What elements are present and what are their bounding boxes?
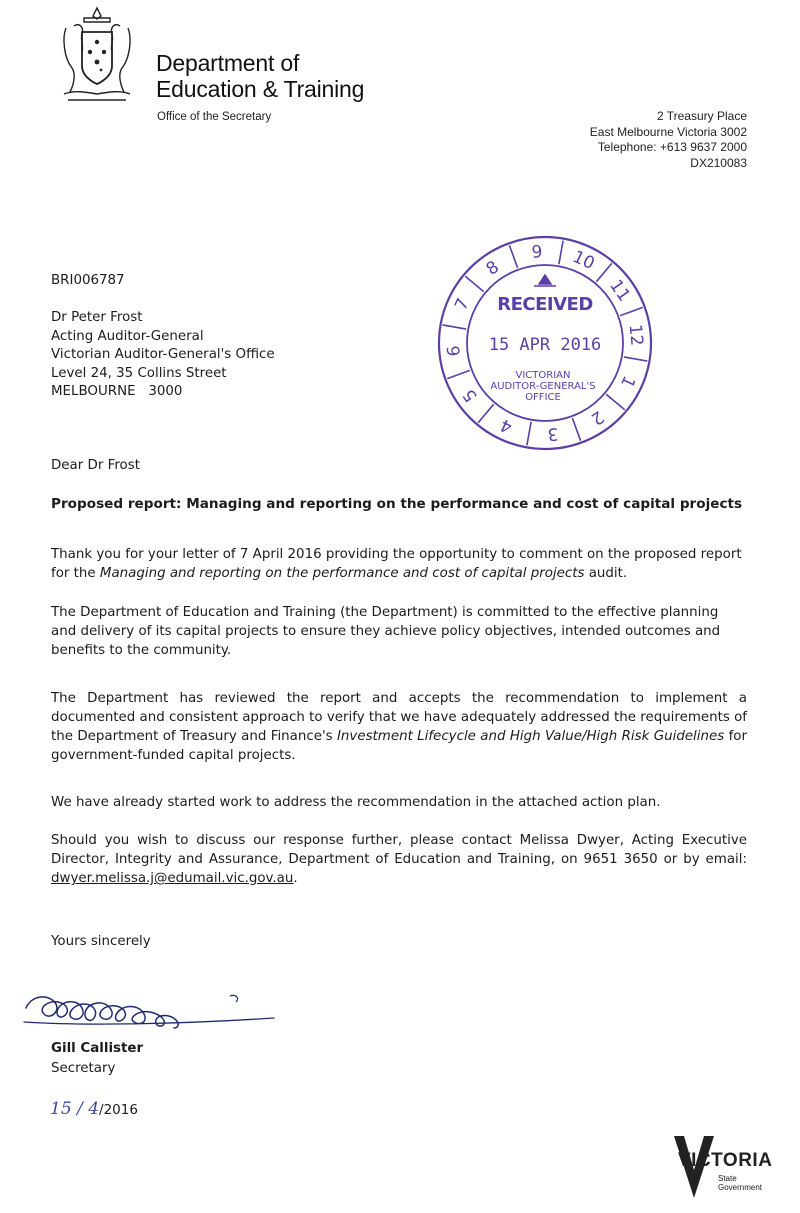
sender-address [590, 109, 747, 171]
stamp-clock-number: 4 [497, 414, 516, 437]
stamp-date: 15 APR 2016 [488, 335, 602, 355]
paragraph-3-text: The Department has reviewed the report and accepts the recommendation to implement a documented and consistent approach to verify that we have adequately addressed the requirements of the Department of Treasury and Finance's [51, 691, 748, 744]
paragraph-1-text: Thank you for your letter of 7 April 2016 providing the opportunity to comment on the proposed report for the [51, 547, 742, 581]
stamp-tick [447, 370, 470, 378]
signed-date: 15 / 4/2016 [50, 1099, 138, 1119]
state-government-label: State Government [718, 1174, 763, 1192]
stamp-clock-number: 2 [587, 406, 608, 429]
stamp-org-line3: OFFICE [525, 392, 561, 403]
victoria-logo [672, 1134, 784, 1202]
recipient-line: MELBOURNE 3000 [51, 384, 183, 399]
closing: Yours sincerely [51, 934, 151, 949]
paragraph-1-end: audit. [584, 566, 628, 581]
department-name-line2: Education & Training [156, 76, 365, 102]
department-name-line1: Department of [156, 50, 300, 76]
report-title: Managing and reporting on the performance and cost of capital projects [99, 566, 585, 581]
stamp-tick [572, 418, 580, 441]
address-line: East Melbourne Victoria 3002 [589, 124, 747, 139]
stamp-clock-number: 11 [605, 276, 634, 306]
guidelines-title: Investment Lifecycle and High Value/High Risk Guidelines [336, 729, 725, 744]
stamp-clock-number: 6 [443, 344, 465, 358]
stamp-clock-number: 3 [546, 423, 560, 445]
office-name: Office of the Secretary [157, 111, 272, 123]
recipient-line: Acting Auditor-General [51, 328, 204, 344]
stamp-tick [606, 394, 624, 409]
salutation: Dear Dr Frost [51, 458, 140, 473]
recipient-line: Victorian Auditor-General's Office [51, 347, 275, 362]
recipient-address [51, 309, 275, 402]
stamp-clock-number: 5 [459, 385, 482, 406]
signer-name: Gill Callister [51, 1041, 144, 1056]
recipient-line: Level 24, 35 Collins Street [51, 365, 227, 381]
stamp-tick [509, 245, 517, 267]
address-line: DX210083 [690, 155, 747, 170]
stamp-clock-number: 12 [624, 323, 647, 347]
email-link[interactable]: dwyer.melissa.j@edumail.vic.gov.au [51, 871, 294, 886]
stamp-tick [559, 241, 563, 265]
stamp-clock-number: 8 [482, 257, 503, 280]
stamp-org-line2: AUDITOR-GENERAL'S [490, 381, 596, 392]
recipient-line: Dr Peter Frost [51, 310, 143, 325]
date-month: 4 [88, 1099, 100, 1119]
date-year: /2016 [99, 1102, 138, 1118]
stamp-clock-number: 7 [451, 295, 474, 314]
stamp-tick [478, 404, 493, 422]
stamp-clock-number: 1 [616, 372, 639, 391]
coat-of-arms-icon [54, 4, 140, 108]
letter-subject: Proposed report: Managing and reporting on the performance and cost of capital projects [51, 496, 743, 512]
received-stamp [430, 228, 660, 458]
department-name [156, 50, 364, 102]
paragraph-5-text: Should you wish to discuss our response further, please contact Melissa Dwyer, Acting Executive Director, Integrity and Assurance, Department of Education and Training, on 9651 3650 or by email: [51, 833, 747, 867]
stamp-clock-number: 9 [530, 241, 544, 263]
stamp-tick [527, 422, 531, 446]
paragraph-2: The Department of Education and Training (the Department) is committed to the effective planning and delivery of its capital projects to ensure they achieve policy objectives, intended outcomes and benefits to the community. [51, 605, 721, 658]
victoria-wordmark: VICTORIA [678, 1150, 773, 1171]
stamp-clock-number: 10 [569, 246, 598, 275]
signer-title: Secretary [51, 1061, 116, 1076]
stamp-tick [596, 263, 611, 281]
signature [20, 978, 280, 1038]
stamp-received-label: RECEIVED [497, 294, 593, 315]
reference-number: BRI006787 [51, 273, 125, 288]
stamp-tick [443, 325, 467, 329]
stamp-tick [624, 357, 648, 361]
paragraph-1 [51, 545, 747, 583]
stamp-org-line1: VICTORIAN [515, 370, 571, 381]
paragraph-5 [51, 831, 747, 888]
stamp-tick [620, 307, 643, 315]
paragraph-3-end: for government-funded capital projects. [51, 729, 747, 763]
address-line: Telephone: +613 9637 2000 [597, 140, 747, 154]
address-line: 2 Treasury Place [656, 109, 747, 123]
date-day: 15 [50, 1099, 72, 1119]
paragraph-3 [51, 689, 747, 765]
paragraph-5-end: . [293, 871, 298, 886]
stamp-tick [465, 276, 483, 291]
paragraph-4: We have already started work to address the recommendation in the attached action plan. [51, 795, 661, 810]
